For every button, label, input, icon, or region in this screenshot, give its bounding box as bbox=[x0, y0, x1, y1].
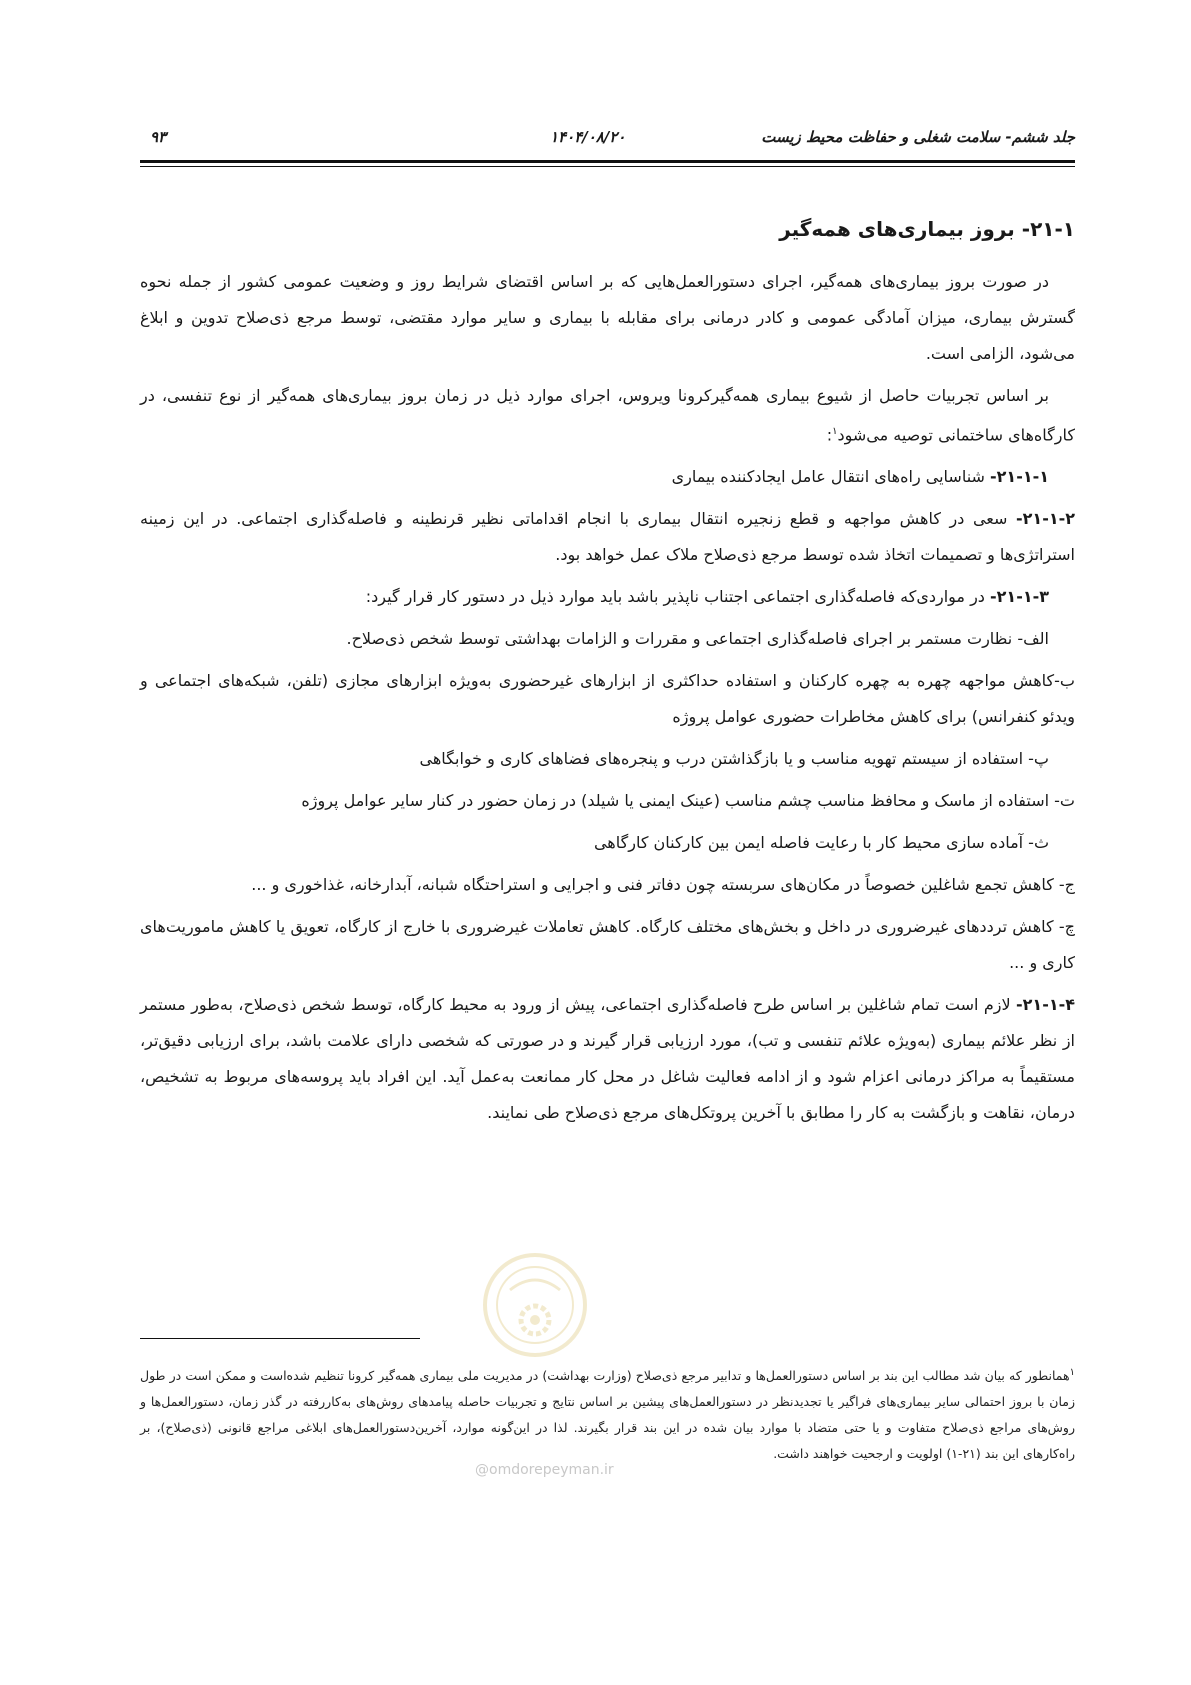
sub-item-pe: پ- استفاده از سیستم تهویه مناسب و یا بازگذاشتن درب و پنجره‌های فضاهای کاری و خوابگاهی bbox=[419, 749, 1049, 769]
item-text: شناسایی راه‌های انتقال عامل ایجادکننده بیماری bbox=[671, 467, 991, 487]
footnote-separator bbox=[140, 1338, 420, 1339]
list-item-3 bbox=[140, 579, 1075, 615]
footnote-marker: ۱ bbox=[1069, 1367, 1075, 1378]
page-number: ۹۳ bbox=[150, 128, 167, 146]
item-text: سعی در کاهش مواجهه و قطع زنجیره انتقال بیماری با انجام اقداماتی نظیر قرنطینه و فاصله‌گذاری اجتماعی. در این زمینه استراتژی‌ها و تصمیمات اتخاذ شده توسط مرجع ذی‌صلاح ملاک عمل خواهد بود. bbox=[140, 509, 1075, 565]
sub-item-te: ت- استفاده از ماسک و محافظ مناسب چشم مناسب (عینک ایمنی یا شیلد) در زمان حضور در کنار سایر عوامل پروژه bbox=[301, 791, 1075, 811]
watermark-logo-icon bbox=[480, 1250, 590, 1360]
sub-item-jim: ج- کاهش تجمع شاغلین خصوصاً در مکان‌های سربسته چون دفاتر فنی و اجرایی و استراحتگاه شبانه، آبدارخانه، غذاخوری و ... bbox=[251, 875, 1075, 895]
footnote-text: همانطور که بیان شد مطالب این بند بر اساس دستورالعمل‌ها و تدابیر مرجع ذی‌صلاح (وزارت بهداشت) در مدیریت ملی بیماری همه‌گیر کرونا تنظیم شده‌است و ممکن است در طول زمان با بروز احتمالی سایر بیماری‌های فراگیر یا تجدیدنظر در دستورالعمل‌های پیشین بر اساس نتایج و تجربیات حاصله پیامدهای روش‌های به‌کاررفته در گذر زمان، دستورالعمل‌ها و روش‌های مراجع ذی‌صلاح متفاوت و یا حتی متضاد با موارد بیان شده در این بند قرار بگیرند. لذا در این‌گونه موارد، آخرین‌دستورالعمل‌های ابلاغی مراجع قانونی (ذی‌صلاح)، بر راه‌کارهای این بند (۲۱-۱) اولویت و ارجحیت خواهند داشت. bbox=[140, 1368, 1075, 1462]
footnote bbox=[140, 1360, 1075, 1467]
section-number: ۲۱-۱- bbox=[1021, 217, 1075, 241]
section-title: بروز بیماری‌های همه‌گیر bbox=[779, 217, 1015, 241]
sub-item-be: ب-کاهش مواجهه چهره به چهره کارکنان و استفاده حداکثری از ابزارهای غیرحضوری به‌ویژه ابزارهای مجازی (تلفن، شبکه‌های اجتماعی و ویدئو کنفرانس) برای کاهش مخاطرات حضوری عوامل پروژه bbox=[140, 671, 1075, 727]
item-number: ۲۱-۱-۴- bbox=[1016, 995, 1075, 1015]
footnote-reference[interactable]: ۱ bbox=[832, 426, 838, 437]
list-item-1 bbox=[140, 459, 1075, 495]
watermark-text: @omdorepeyman.ir bbox=[475, 1462, 614, 1478]
paragraph-recommendation-text: بر اساس تجربیات حاصل از شیوع بیماری همه‌گیرکرونا ویروس، اجرای موارد ذیل در زمان بروز بیماری‌های همه‌گیر از نوع تنفسی، در کارگاه‌های ساختمانی توصیه می‌شود bbox=[140, 386, 1075, 445]
item-number: ۲۱-۱-۳- bbox=[990, 587, 1049, 607]
list-item-4 bbox=[140, 987, 1075, 1131]
list-item-2 bbox=[140, 501, 1075, 573]
item-number: ۲۱-۱-۲- bbox=[1016, 509, 1075, 529]
header-date: ۱۴۰۴/۰۸/۲۰ bbox=[550, 128, 626, 146]
paragraph-intro: در صورت بروز بیماری‌های همه‌گیر، اجرای دستورالعمل‌هایی که بر اساس اقتضای شرایط روز و وضعیت عمومی کشور از جمله نحوه گسترش بیماری، میزان آمادگی عمومی و کادر درمانی برای مقابله با بیماری و سایر موارد مقتضی، توسط مرجع ذی‌صلاح تدوین و ابلاغ می‌شود، الزامی است. bbox=[140, 272, 1075, 363]
main-content bbox=[140, 212, 1075, 1137]
header-title: جلد ششم- سلامت شغلی و حفاظت محیط زیست bbox=[761, 128, 1075, 146]
sub-item-alef: الف- نظارت مستمر بر اجرای فاصله‌گذاری اجتماعی و مقررات و الزامات بهداشتی توسط شخص ذی‌صلاح. bbox=[346, 629, 1049, 649]
sub-item-che: چ- کاهش ترددهای غیرضروری در داخل و بخش‌های مختلف کارگاه. کاهش تعاملات غیرضروری با خارج از کارگاه، تعویق یا کاهش ماموریت‌های کاری و ... bbox=[140, 917, 1075, 973]
section-heading bbox=[140, 212, 1075, 246]
running-header bbox=[140, 128, 1075, 152]
paragraph-recommendation: بر اساس تجربیات حاصل از شیوع بیماری همه‌گیرکرونا ویروس، اجرای موارد ذیل در زمان بروز بیماری‌های همه‌گیر از نوع تنفسی، در کارگاه‌های ساختمانی توصیه می‌شود$^۱$: bbox=[140, 386, 1075, 445]
header-rule-thick bbox=[140, 160, 1075, 163]
sub-item-se: ث- آماده سازی محیط کار با رعایت فاصله ایمن بین کارکنان کارگاهی bbox=[593, 833, 1049, 853]
item-text: لازم است تمام شاغلین بر اساس طرح فاصله‌گذاری اجتماعی، پیش از ورود به محیط کارگاه، توسط شخص ذی‌صلاح، به‌طور مستمر از نظر علائم بیماری (به‌ویژه علائم تنفسی و تب)، مورد ارزیابی قرار گیرند و در صورتی که شخصی دارای علامت باشد، برای ارزیابی دقیق‌تر، مستقیماً به مراکز درمانی اعزام شود و از ادامه فعالیت شاغل در محل کار ممانعت به‌عمل آید. این افراد باید پروسه‌های مربوط به تشخیص، درمان، نقاهت و بازگشت به کار را مطابق با آخرین پروتکل‌های مرجع ذی‌صلاح طی نمایند. bbox=[140, 995, 1075, 1123]
item-text: در مواردی‌که فاصله‌گذاری اجتماعی اجتناب ناپذیر باشد باید موارد ذیل در دستور کار قرار گیرد: bbox=[365, 587, 991, 607]
item-number: ۲۱-۱-۱- bbox=[990, 467, 1049, 487]
header-rule-thin bbox=[140, 166, 1075, 167]
